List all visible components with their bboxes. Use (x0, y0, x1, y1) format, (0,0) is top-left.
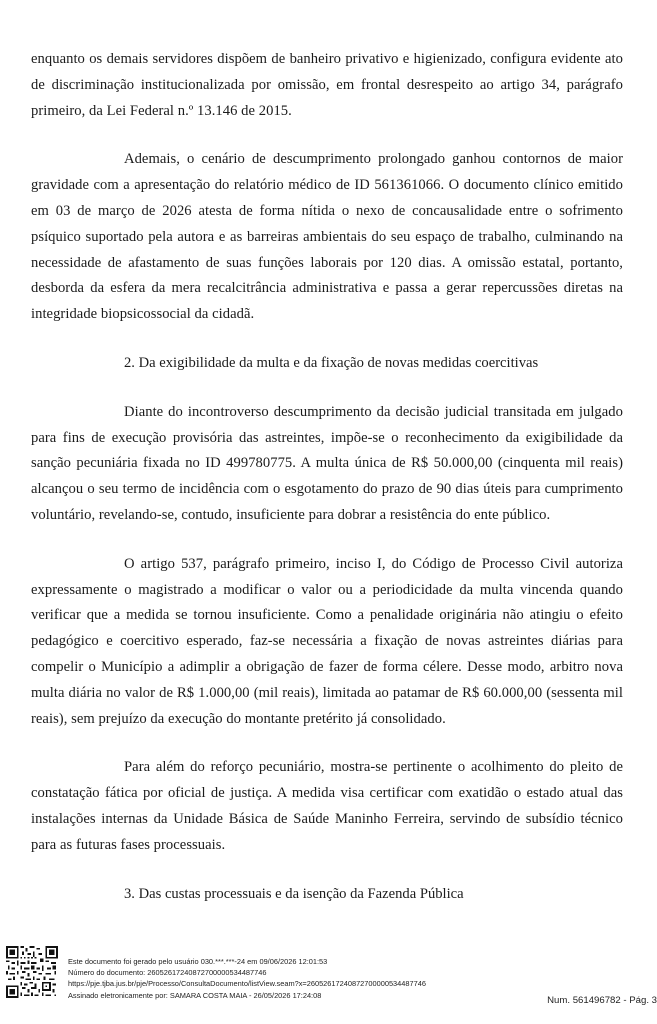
qr-code-icon (6, 946, 58, 998)
footer-url: https://pje.tjba.jus.br/pje/Processo/ConsultaDocumento/listView.seam?x=26052617240872700000534487746 (68, 979, 426, 989)
paragraph-bailiff-inspection: Para além do reforço pecuniário, mostra-se pertinente o acolhimento do pleito de constatação fática por oficial de justiça. A medida visa certificar com exatidão o estado atual das instalações internas da Unidade Básica de Saúde Maninho Ferreira, servindo de subsídio técnico para as futuras fases processuais. (31, 759, 623, 853)
footer-metadata (68, 956, 426, 1001)
section-heading-3: 3. Das custas processuais e da isenção da Fazenda Pública (124, 885, 464, 902)
page-number: Num. 561496782 - Pág. 3 (547, 995, 657, 1006)
paragraph-medical-report: Ademais, o cenário de descumprimento prolongado ganhou contornos de maior gravidade com a apresentação do relatório médico de ID 561361066. O documento clínico emitido em 03 de março de 2026 atesta de forma nítida o nexo de concausalidade entre o sofrimento psíquico suportado pela autora e as barreiras ambientais do seu espaço de trabalho, culminando na necessidade de afastamento de suas funções laborais por 120 dias. A omissão estatal, portanto, desborda da esfera da mera recalcitrância administrativa e passa a gerar repercussões diretas na integridade biopsicossocial da cidadã. (31, 151, 623, 323)
document-footer (0, 946, 657, 1024)
paragraph-continuation: enquanto os demais servidores dispõem de banheiro privativo e higienizado, configura evidente ato de discriminação institucionalizada por omissão, em frontal desrespeito ao artigo 34, parágrafo primeiro, da Lei Federal n.º 13.146 de 2015. (31, 51, 623, 119)
paragraph-article-537: O artigo 537, parágrafo primeiro, inciso I, do Código de Processo Civil autoriza expressamente o magistrado a modificar o valor ou a periodicidade da multa vincenda quando verificar que a medida se tornou insuficiente. Como a penalidade originária não atingiu o efeito pedagógico e coercitivo esperado, faz-se necessária a fixação de novas astreintes diárias para compelir o Município a adimplir a obrigação de fazer de forma célere. Desse modo, arbitro nova multa diária no valor de R$ 1.000,00 (mil reais), limitada ao patamar de R$ 60.000,00 (sessenta mil reais), sem prejuízo da execução do montante pretérito já consolidado. (31, 555, 623, 727)
footer-document-number: Número do documento: 26052617240872700000534487746 (68, 968, 267, 978)
document-body (31, 47, 623, 907)
footer-generated-by: Este documento foi gerado pelo usuário 030.***.***-24 em 09/06/2026 12:01:53 (68, 957, 328, 966)
footer-signed-by: Assinado eletronicamente por: SAMARA COSTA MAIA - 26/05/2026 17:24:08 (68, 990, 322, 1000)
paragraph-fine-enforceability: Diante do incontroverso descumprimento da decisão judicial transitada em julgado para fins de execução provisória das astreintes, impõe-se o reconhecimento da exigibilidade da sanção pecuniária fixada no ID 499780775. A multa única de R$ 50.000,00 (cinquenta mil reais) alcançou o seu termo de incidência com o esgotamento do prazo de 90 dias úteis para cumprimento voluntário, revelando-se, contudo, insuficiente para dobrar a resistência do ente público. (31, 403, 623, 523)
section-heading-2: 2. Da exigibilidade da multa e da fixação de novas medidas coercitivas (124, 354, 539, 371)
